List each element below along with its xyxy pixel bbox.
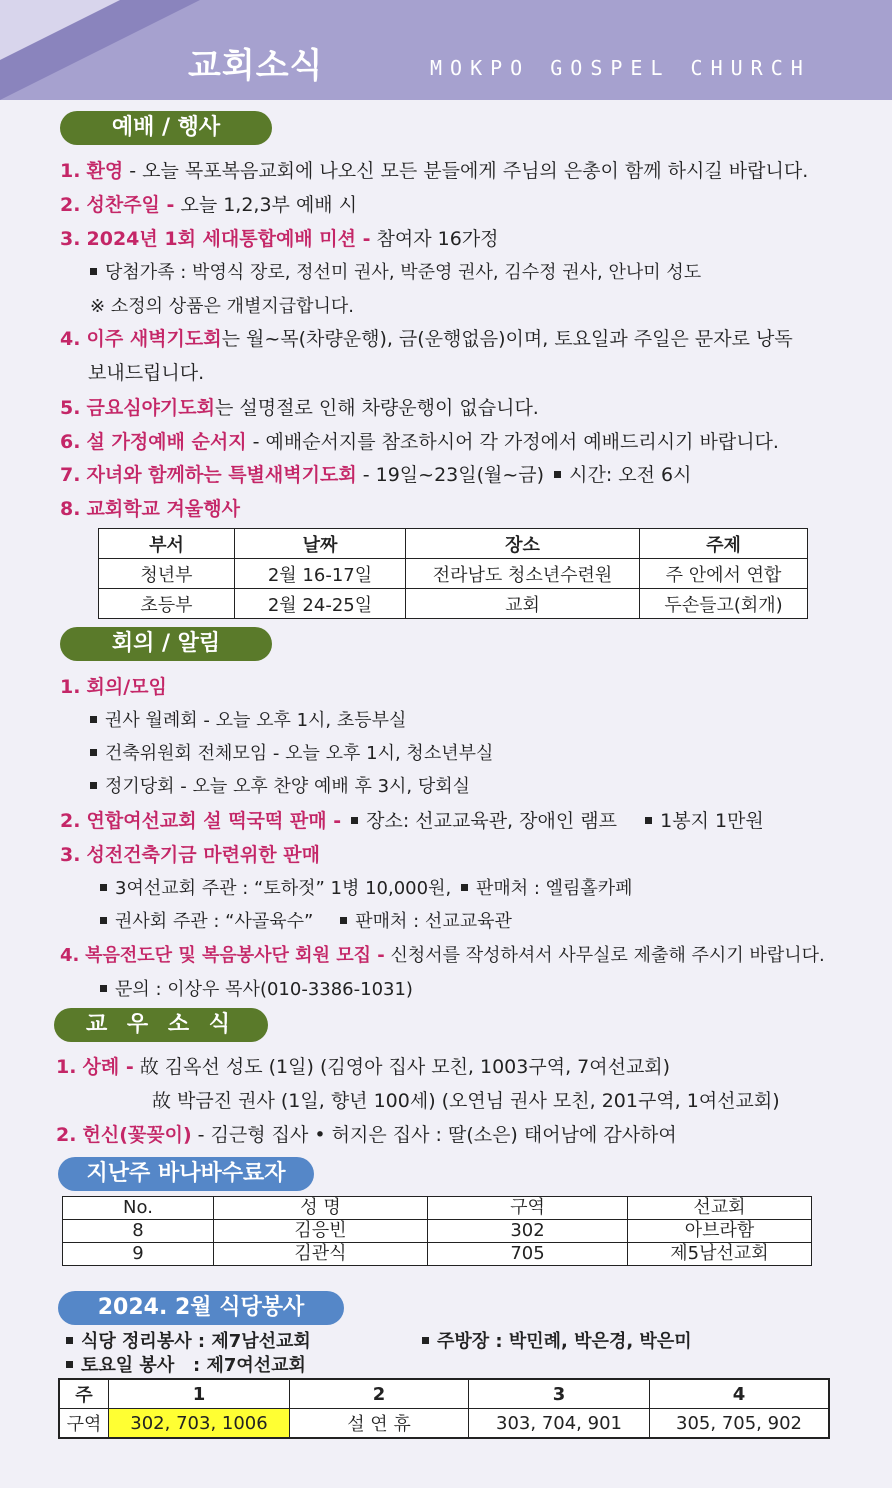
bullet-icon [66,1337,73,1344]
bullet-icon [461,884,468,891]
chef-info: 주방장 : 박민례, 박은경, 박은미 [418,1327,692,1353]
bullet-icon [554,471,561,478]
table-header: 4 [650,1379,830,1409]
list-item: 3. 2024년 1회 세대통합예배 미션 - 참여자 16가정 [60,228,499,250]
list-item: 2. 성찬주일 - 오늘 1,2,3부 예배 시 [60,194,358,216]
bullet-icon [422,1337,429,1344]
table-cell: 구역 [59,1409,109,1439]
bullet-icon [100,985,107,992]
section-pill-worship: 예배 / 행사 [60,111,272,145]
list-item: 4. 복음전도단 및 복음봉사단 회원 모집 - 신청서를 작성하셔서 사무실로 제출해 주시기 바랍니다. [60,945,825,966]
list-item: 1. 회의/모임 [60,676,167,698]
section-pill-meetings: 회의 / 알림 [60,627,272,661]
list-subitem: 3여선교회 주관 : “토하젓” 1병 10,000원, 판매처 : 엘림홀카페 [96,874,633,900]
table-header-row [99,529,808,559]
list-item: 4. 이주 새벽기도회는 월~목(차량운행), 금(운행없음)이며, 토요일과 주일은 문자로 낭독 [60,328,793,350]
table-cell: 주 안에서 연합 [640,559,808,589]
list-item: 2. 연합여선교회 설 떡국떡 판매 - 장소: 선교교육관, 장애인 램프 1봉지 1만원 [60,810,764,832]
table-cell: 2월 16-17일 [235,559,406,589]
barnabas-table [62,1196,812,1266]
list-subitem: 건축위원회 전체모임 - 오늘 오후 1시, 청소년부실 [86,739,493,765]
table-cell: 두손들고(회개) [640,589,808,619]
list-item: 1. 상례 - 故 김옥선 성도 (1일) (김영아 집사 모친, 1003구역, 7여선교회) [56,1056,671,1078]
page-header [0,0,892,100]
list-item: 8. 교회학교 겨울행사 [60,498,240,520]
table-row [59,1409,829,1439]
list-subitem: 문의 : 이상우 목사(010-3386-1031) [96,975,413,1001]
bullet-icon [90,749,97,756]
bullet-icon [340,917,347,924]
table-header-row [63,1197,812,1220]
saturday-info: 토요일 봉사 : 제7여선교회 [62,1351,306,1377]
bullet-icon [66,1361,73,1368]
table-header: 3 [469,1379,650,1409]
table-row [63,1220,812,1243]
table-row [99,559,808,589]
table-header: 장소 [406,529,640,559]
bullet-icon [645,817,652,824]
list-item: 6. 설 가정예배 순서지 - 예배순서지를 참조하시어 각 가정에서 예배드리시기 바랍니다. [60,431,779,453]
table-cell: 9 [63,1243,214,1266]
list-item-continuation: 보내드립니다. [88,362,205,384]
list-subitem: 정기당회 - 오늘 오후 찬양 예배 후 3시, 당회실 [86,772,470,798]
table-cell: 제5남선교회 [628,1243,812,1266]
page-title: 교회소식 [188,46,324,86]
bullet-icon [90,782,97,789]
table-cell: 설 연 휴 [290,1409,469,1439]
section-pill-members-news: 교 우 소 식 [54,1008,268,1042]
kitchen-schedule-table [58,1378,830,1439]
table-cell-highlighted: 302, 703, 1006 [109,1409,290,1439]
table-cell: 교회 [406,589,640,619]
list-subitem: 권사회 주관 : “사골육수” 판매처 : 선교교육관 [96,907,512,933]
table-row [99,589,808,619]
list-item: 2. 헌신(꽃꽂이) - 김근형 집사 • 허지은 집사 : 딸(소은) 태어남에 감사하여 [56,1124,677,1146]
list-item: 7. 자녀와 함께하는 특별새벽기도회 - 19일~23일(월~금) 시간: 오전 6시 [60,464,692,486]
table-cell: 8 [63,1220,214,1243]
table-cell: 2월 24-25일 [235,589,406,619]
table-cell: 청년부 [99,559,235,589]
table-cell: 아브라함 [628,1220,812,1243]
table-cell: 전라남도 청소년수련원 [406,559,640,589]
table-header: 구역 [428,1197,628,1220]
note-text: ※ 소정의 상품은 개별지급합니다. [90,296,355,317]
table-header: 선교회 [628,1197,812,1220]
bullet-icon [100,917,107,924]
table-cell: 305, 705, 902 [650,1409,830,1439]
table-header: 부서 [99,529,235,559]
table-cell: 303, 704, 901 [469,1409,650,1439]
bullet-icon [90,268,97,275]
list-item: 1. 환영 - 오늘 목포복음교회에 나오신 모든 분들에게 주님의 은총이 함께 하시길 바랍니다. [60,160,809,182]
list-item: 3. 성전건축기금 마련위한 판매 [60,844,320,866]
list-subitem: 당첨가족 : 박영식 장로, 정선미 권사, 박준영 권사, 김수정 권사, 안나미 성도 [86,258,701,284]
winter-event-table [98,528,808,619]
table-cell: 302 [428,1220,628,1243]
section-pill-barnabas: 지난주 바나바수료자 [58,1157,314,1191]
list-subitem: 권사 월례회 - 오늘 오후 1시, 초등부실 [86,706,406,732]
table-header: 1 [109,1379,290,1409]
table-header-row [59,1379,829,1409]
list-item: 5. 금요심야기도회는 설명절로 인해 차량운행이 없습니다. [60,397,539,419]
kitchen-info: 식당 정리봉사 : 제7남선교회 [62,1327,311,1353]
table-header: 날짜 [235,529,406,559]
table-cell: 김응빈 [214,1220,428,1243]
table-header: 2 [290,1379,469,1409]
bullet-icon [351,817,358,824]
header-decoration-light [0,0,120,60]
table-header: No. [63,1197,214,1220]
page-subtitle: MOKPO GOSPEL CHURCH [430,56,811,80]
table-cell: 김관식 [214,1243,428,1266]
table-header: 주 [59,1379,109,1409]
table-cell: 705 [428,1243,628,1266]
list-item-continuation: 故 박금진 권사 (1일, 향년 100세) (오연님 권사 모친, 201구역, 1여선교회) [152,1090,780,1112]
table-header: 주제 [640,529,808,559]
section-pill-kitchen-service: 2024. 2월 식당봉사 [58,1291,344,1325]
table-row [63,1243,812,1266]
bullet-icon [100,884,107,891]
bullet-icon [90,716,97,723]
table-header: 성 명 [214,1197,428,1220]
table-cell: 초등부 [99,589,235,619]
